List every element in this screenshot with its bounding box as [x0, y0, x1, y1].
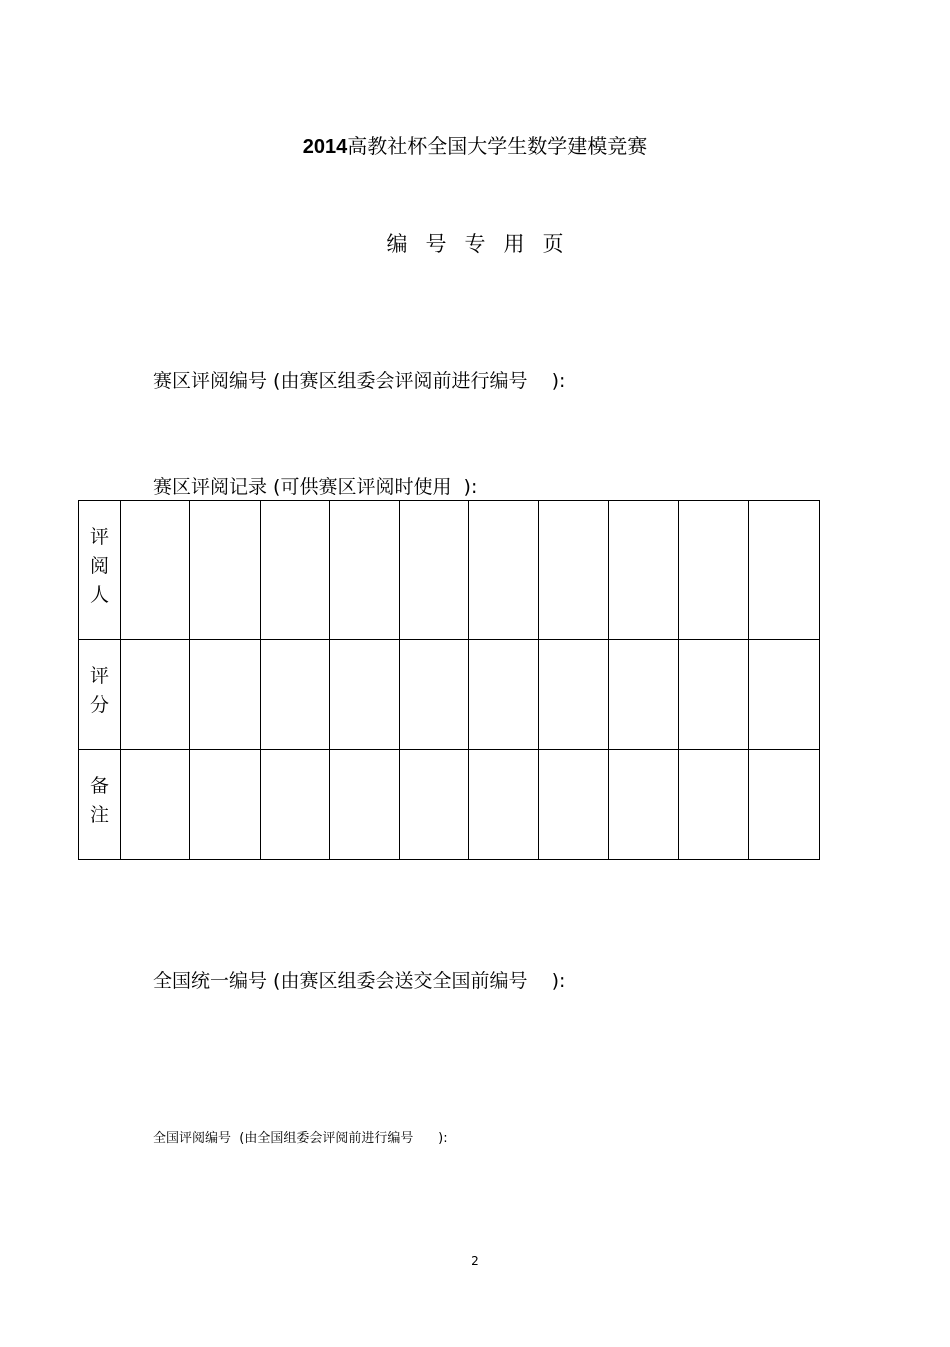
table-cell[interactable]: [190, 501, 261, 640]
table-cell[interactable]: [121, 501, 190, 640]
table-cell[interactable]: [539, 750, 609, 860]
table-cell[interactable]: [330, 640, 400, 750]
table-cell[interactable]: [539, 640, 609, 750]
regional-review-record-line: 赛区评阅记录 (可供赛区评阅时使用 ):: [153, 476, 478, 498]
page-subtitle: 编号专用页: [386, 232, 582, 256]
national-unified-number-line: 全国统一编号 (由赛区组委会送交全国前编号 ):: [153, 970, 566, 992]
table-cell[interactable]: [330, 501, 400, 640]
table-cell[interactable]: [609, 501, 679, 640]
table-cell[interactable]: [400, 640, 469, 750]
table-cell[interactable]: [121, 640, 190, 750]
row-label-char: 人: [89, 584, 109, 606]
table-cell[interactable]: [609, 640, 679, 750]
row-label: [79, 501, 121, 640]
table-cell[interactable]: [469, 640, 539, 750]
row-label: [79, 640, 121, 750]
table-cell[interactable]: [261, 750, 330, 860]
table-cell[interactable]: [679, 640, 749, 750]
table-cell[interactable]: [330, 750, 400, 860]
page-number: 2: [471, 1254, 479, 1268]
table-cell[interactable]: [749, 640, 820, 750]
title-year: 2014: [302, 136, 348, 158]
table-cell[interactable]: [400, 501, 469, 640]
row-label: [79, 750, 121, 860]
row-label-char: 评: [89, 526, 109, 548]
regional-review-number-line: 赛区评阅编号 (由赛区组委会评阅前进行编号 ):: [153, 370, 566, 392]
score-row: [79, 640, 820, 750]
table-cell[interactable]: [609, 750, 679, 860]
row-label-char: 注: [89, 804, 109, 826]
review-record-table: [78, 500, 820, 860]
table-cell[interactable]: [749, 501, 820, 640]
table-cell[interactable]: [261, 501, 330, 640]
row-label-char: 分: [89, 694, 109, 716]
table-cell[interactable]: [469, 750, 539, 860]
table-cell[interactable]: [679, 750, 749, 860]
page-title: [0, 130, 950, 159]
table-cell[interactable]: [121, 750, 190, 860]
title-text: 高教社杯全国大学生数学建模竞赛: [347, 134, 648, 158]
table-cell[interactable]: [400, 750, 469, 860]
remarks-row: [79, 750, 820, 860]
row-label-char: 阅: [89, 555, 109, 577]
national-review-number-line: 全国评阅编号 (由全国组委会评阅前进行编号 ):: [153, 1131, 448, 1146]
row-label-char: 备: [89, 775, 109, 797]
row-label-char: 评: [89, 665, 109, 687]
table-cell[interactable]: [190, 750, 261, 860]
table-cell[interactable]: [679, 501, 749, 640]
table-cell[interactable]: [190, 640, 261, 750]
table-cell[interactable]: [261, 640, 330, 750]
reviewer-row: [79, 501, 820, 640]
table-cell[interactable]: [539, 501, 609, 640]
table-cell[interactable]: [469, 501, 539, 640]
table-cell[interactable]: [749, 750, 820, 860]
